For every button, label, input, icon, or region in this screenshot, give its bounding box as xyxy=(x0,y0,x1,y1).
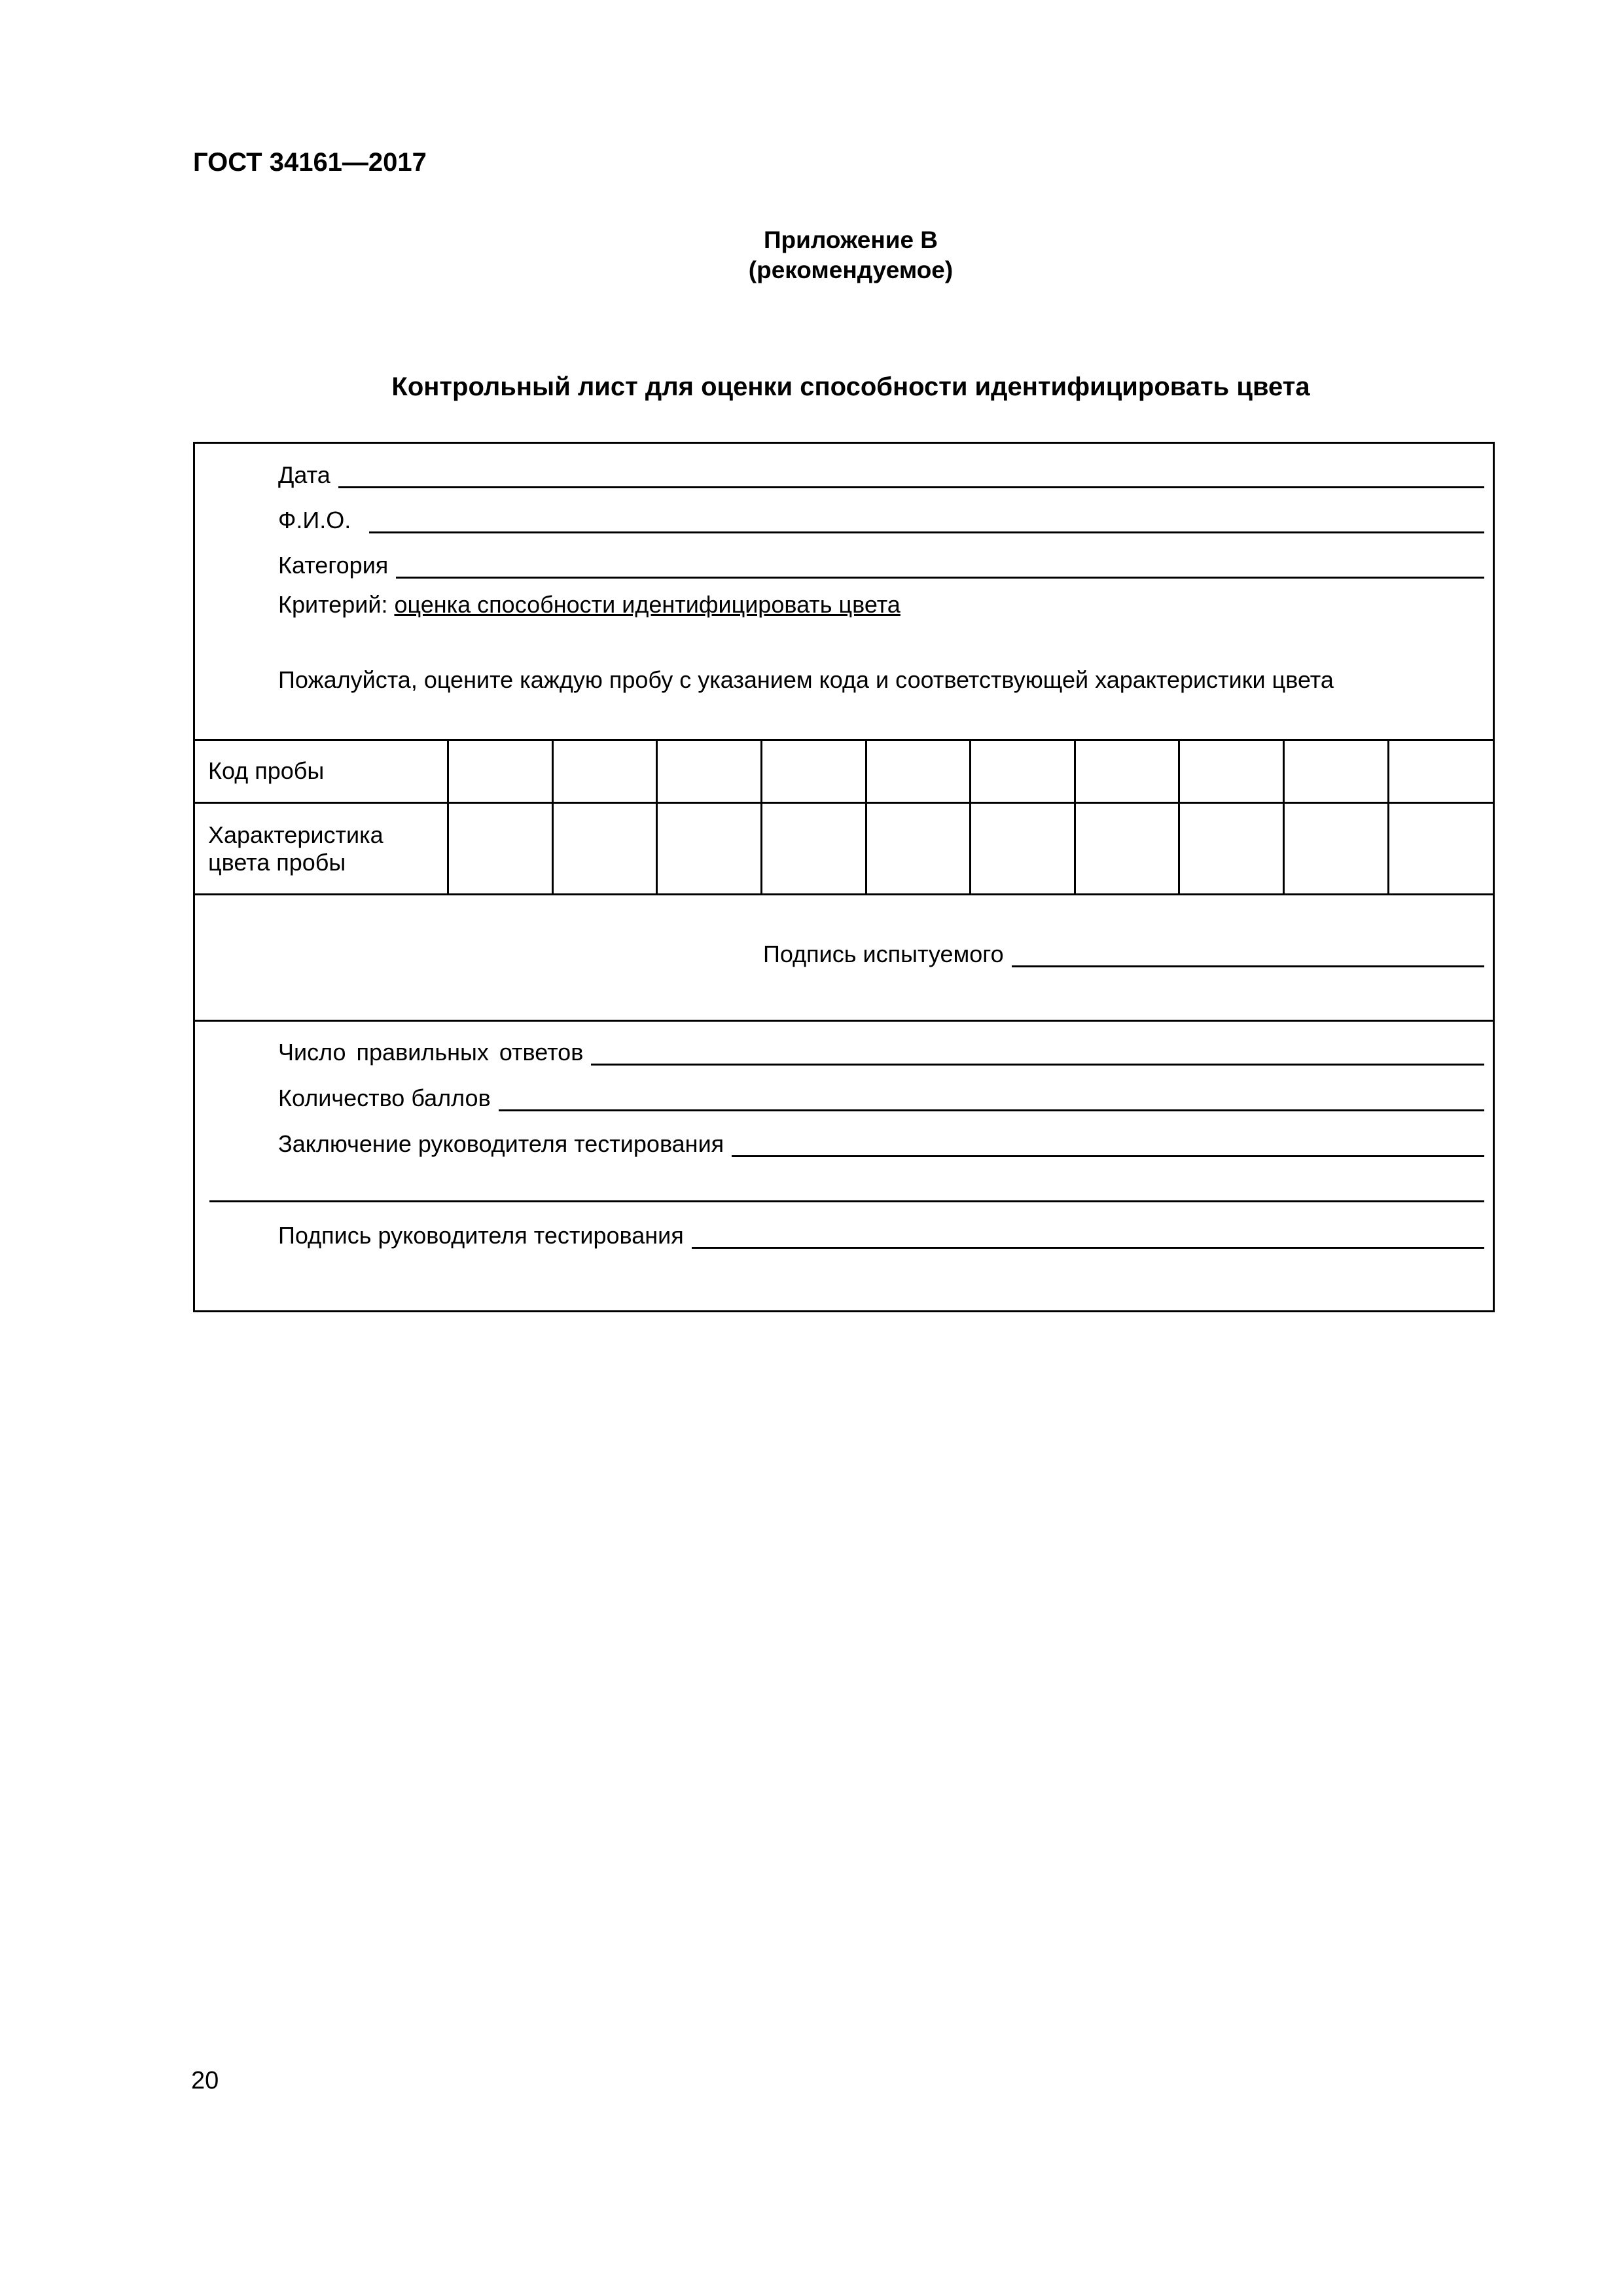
criterion-value: оценка способности идентифицировать цвета xyxy=(394,591,901,618)
characteristic-cell[interactable] xyxy=(971,803,1075,895)
sample-table xyxy=(195,740,1493,895)
characteristic-label-line2: цвета пробы xyxy=(208,848,346,876)
document-code: ГОСТ 34161—2017 xyxy=(193,148,427,177)
characteristic-cell[interactable] xyxy=(866,803,971,895)
characteristic-cell[interactable] xyxy=(448,803,553,895)
instruction-text: Пожалуйста, оцените каждую пробу с указанием кода и соответствующей характеристики цвета xyxy=(278,666,1334,693)
score-field[interactable] xyxy=(499,1086,1484,1111)
characteristic-cell[interactable] xyxy=(761,803,866,895)
checklist-form xyxy=(193,442,1495,1312)
score-label: Количество баллов xyxy=(278,1085,491,1111)
name-label: Ф.И.О. xyxy=(278,507,351,533)
supervisor-signature-field[interactable] xyxy=(692,1223,1484,1249)
characteristic-cell[interactable] xyxy=(1284,803,1389,895)
code-cell[interactable] xyxy=(448,740,553,803)
name-row xyxy=(278,507,1484,533)
code-cell[interactable] xyxy=(1075,740,1179,803)
conclusion-label: Заключение руководителя тестирования xyxy=(278,1130,724,1157)
characteristic-cell[interactable] xyxy=(1075,803,1179,895)
characteristic-cell[interactable] xyxy=(657,803,762,895)
form-title: Контрольный лист для оценки способности идентифицировать цвета xyxy=(391,372,1310,401)
date-label: Дата xyxy=(278,461,330,488)
appendix-heading xyxy=(0,225,1623,285)
criterion-row xyxy=(278,591,901,619)
conclusion-continuation-line[interactable] xyxy=(209,1200,1484,1202)
name-field[interactable] xyxy=(369,508,1484,533)
conclusion-field[interactable] xyxy=(732,1132,1484,1157)
characteristic-label-line1: Характеристика xyxy=(208,821,383,848)
correct-answers-field[interactable] xyxy=(591,1040,1484,1066)
category-label: Категория xyxy=(278,552,389,579)
code-cell[interactable] xyxy=(1388,740,1493,803)
appendix-type: (рекомендуемое) xyxy=(748,257,954,283)
code-cell[interactable] xyxy=(1179,740,1284,803)
subject-signature-field[interactable] xyxy=(1012,942,1484,967)
characteristic-cell[interactable] xyxy=(552,803,657,895)
code-cell[interactable] xyxy=(761,740,866,803)
conclusion-row xyxy=(278,1131,1484,1157)
date-row xyxy=(278,462,1484,488)
divider xyxy=(195,1020,1493,1022)
score-row xyxy=(278,1085,1484,1111)
characteristic-cell[interactable] xyxy=(1179,803,1284,895)
code-cell[interactable] xyxy=(657,740,762,803)
code-row-label: Код пробы xyxy=(195,740,448,803)
supervisor-signature-row xyxy=(278,1223,1484,1249)
table-row xyxy=(195,803,1493,895)
page-number: 20 xyxy=(191,2067,219,2094)
date-field[interactable] xyxy=(338,463,1484,488)
criterion-label: Критерий: xyxy=(278,591,388,618)
code-cell[interactable] xyxy=(971,740,1075,803)
subject-signature-row xyxy=(763,941,1484,967)
code-cell[interactable] xyxy=(1284,740,1389,803)
category-row xyxy=(278,552,1484,579)
category-field[interactable] xyxy=(396,553,1484,579)
characteristic-row-label xyxy=(195,803,448,895)
subject-signature-label: Подпись испытуемого xyxy=(763,941,1004,967)
supervisor-signature-label: Подпись руководителя тестирования xyxy=(278,1222,684,1249)
code-cell[interactable] xyxy=(866,740,971,803)
appendix-title: Приложение В xyxy=(763,226,938,253)
correct-answers-row xyxy=(278,1039,1484,1066)
table-row xyxy=(195,740,1493,803)
code-cell[interactable] xyxy=(552,740,657,803)
characteristic-cell[interactable] xyxy=(1388,803,1493,895)
correct-answers-label: Число правильных ответов xyxy=(278,1039,584,1066)
